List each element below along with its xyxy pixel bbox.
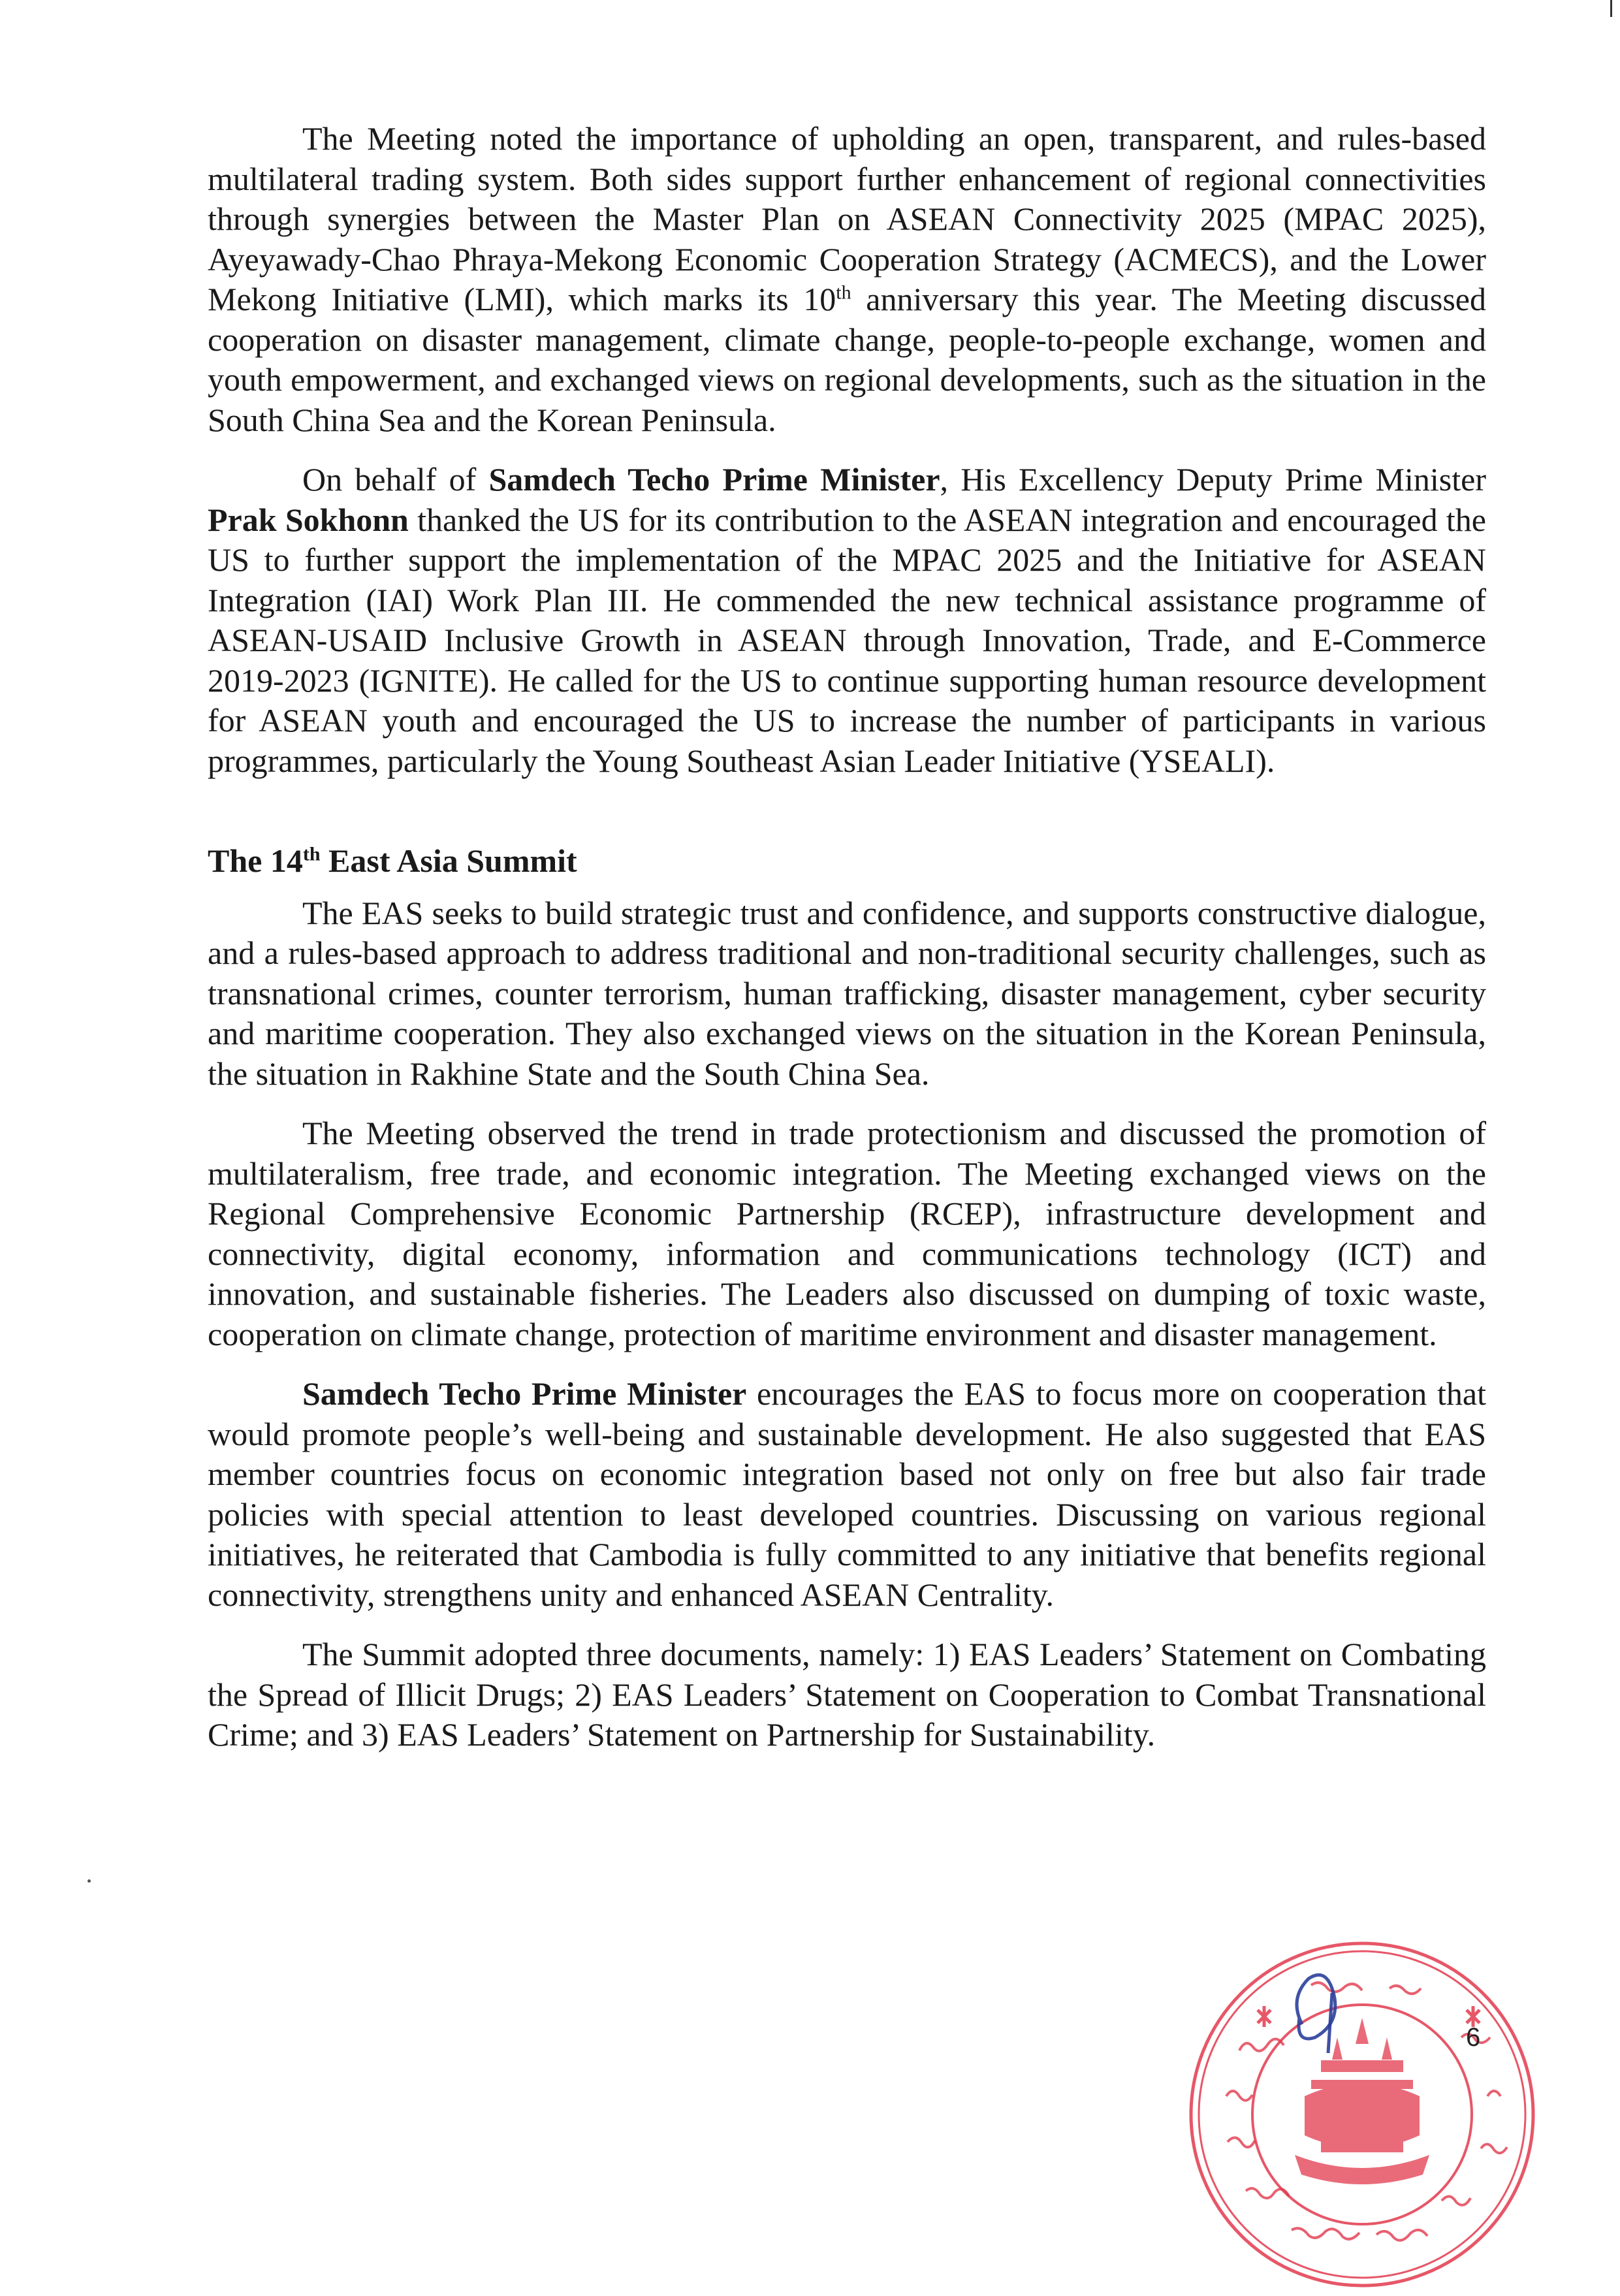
p2-bold-pm: Samdech Techo Prime Minister xyxy=(488,461,940,498)
scan-edge-mark xyxy=(1610,0,1612,17)
p2-text-2: , His Excellency Deputy Prime Minister xyxy=(940,461,1486,498)
paragraph-summit-documents: The Summit adopted three documents, namely: 1) EAS Leaders’ Statement on Combating the Spread of Illicit Drugs; 2) EAS Leaders’ Statement on Cooperation to Combat Transnational Crime; and 3) EAS Leaders’ Statement on Partnership for Sustainability. xyxy=(208,1636,1486,1753)
paragraph-trade-protectionism: The Meeting observed the trend in trade protectionism and discussed the promotion of multilateralism, free trade, and economic integration. The Meeting exchanged views on the Regional Comprehensive Economic Partnership (RCEP), infrastructure development and connectivity, digital economy, information and communications technology (ICT) and innovation, and sustainable fisheries. The Leaders also discussed on dumping of toxic waste, cooperation on climate change, protection of maritime environment and disaster management. xyxy=(208,1115,1486,1352)
paragraph-trading-system xyxy=(208,119,1486,440)
heading-post: East Asia Summit xyxy=(320,842,577,879)
paragraph-pm-encourages xyxy=(208,1374,1486,1615)
section-heading-eas xyxy=(208,841,1486,882)
p1-text-post: anniversary this year. The Meeting discussed cooperation on disaster management, climate change, people-to-people exchange, women and youth empowerment, and exchanged views on regional developments, such as the situation in the South China Sea and the Korean Peninsula. xyxy=(208,281,1486,438)
official-seal-stamp xyxy=(1181,1933,1544,2296)
heading-pre: The 14 xyxy=(208,842,303,879)
p2-text-3: thanked the US for its contribution to the ASEAN integration and encouraged the US to further support the implementation of the MPAC 2025 and the Initiative for ASEAN Integration (IAI) Work Plan III. He commended the new technical assistance programme of ASEAN-USAID Inclusive Growth in ASEAN through Innovation, Trade, and E-Commerce 2019-2023 (IGNITE). He called for the US to continue supporting human resource development for ASEAN youth and encouraged the US to increase the number of participants in various programmes, particularly the Young Southeast Asian Leader Initiative (YSEALI). xyxy=(208,501,1486,779)
p5-text: encourages the EAS to focus more on cooperation that would promote people’s well-being and sustainable development. He also suggested that EAS member countries focus on economic integration based not only on free but also fair trade policies with special attention to least developed countries. Discussing on various regional initiatives, he reiterated that Cambodia is fully committed to any initiative that benefits regional connectivity, strengthens unity and enhanced ASEAN Centrality. xyxy=(208,1375,1486,1613)
p2-text-1: On behalf of xyxy=(302,461,489,498)
page-number: 6 xyxy=(1466,2023,1481,2052)
p1-text-pre: The Meeting noted the importance of upholding an open, transparent, and rules-based multilateral trading system. Both sides support further enhancement of regional connectivities through synergies between the Master Plan on ASEAN Connectivity 2025 (MPAC 2025), Ayeyawady-Chao Phraya-Mekong Economic Cooperation Strategy (ACMECS), and the Lower Mekong Initiative (LMI), which marks its 10 xyxy=(208,120,1486,317)
paragraph-prak-sokhonn xyxy=(208,460,1486,781)
p2-bold-name: Prak Sokhonn xyxy=(208,501,409,538)
p5-bold-pm: Samdech Techo Prime Minister xyxy=(302,1375,747,1412)
scan-speck xyxy=(87,1879,91,1883)
paragraph-eas-trust: The EAS seeks to build strategic trust and confidence, and supports constructive dialogue, and a rules-based approach to address traditional and non-traditional security challenges, such as transnational crimes, counter terrorism, human trafficking, disaster management, cyber security and maritime cooperation. They also exchanged views on the situation in the Korean Peninsula, the situation in Rakhine State and the South China Sea. xyxy=(208,894,1486,1092)
document-body xyxy=(208,119,1486,1755)
heading-superscript: th xyxy=(302,843,321,865)
p1-superscript: th xyxy=(836,281,851,304)
